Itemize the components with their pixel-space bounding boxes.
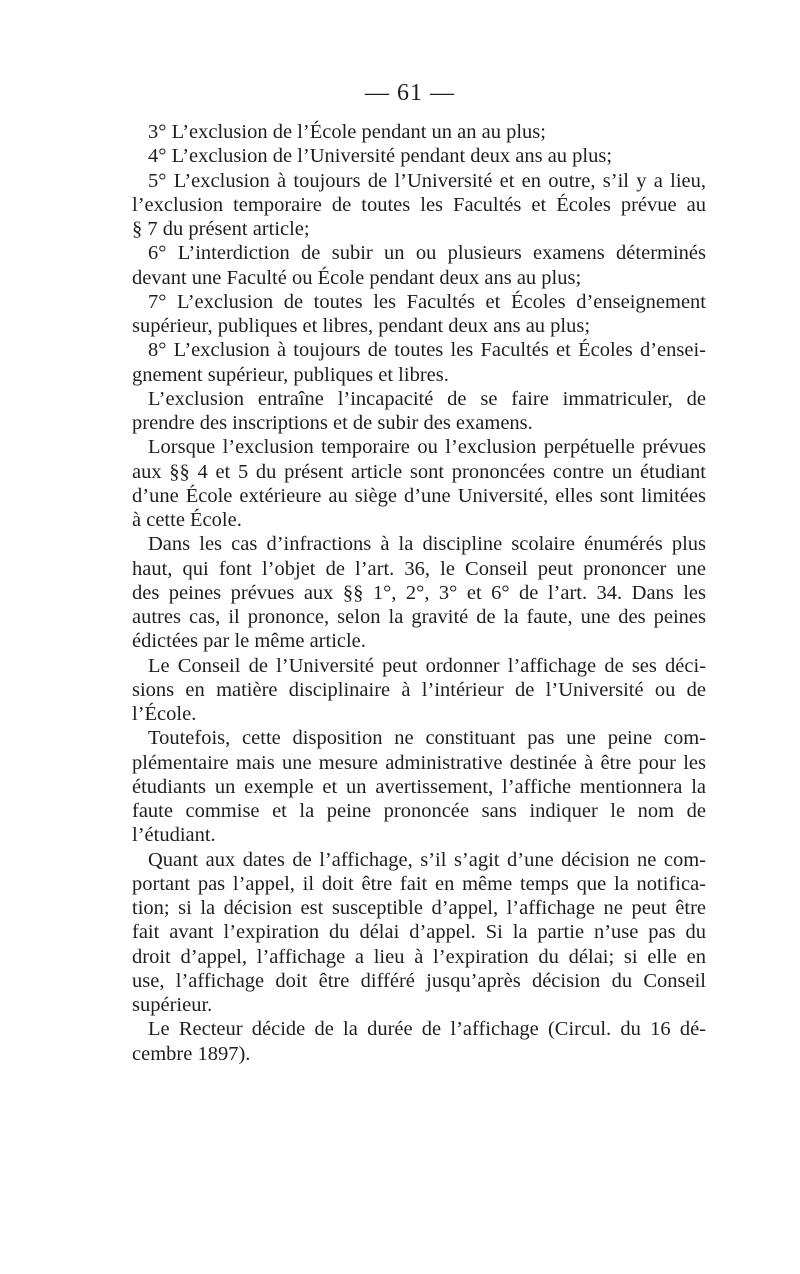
text-line: l’étudiant.	[132, 824, 216, 847]
text-line: 8° L’exclusion à toujours de toutes les Facultés et Écoles d’ensei-	[148, 339, 706, 362]
paragraph	[132, 169, 706, 242]
text-line: cembre 1897).	[132, 1042, 251, 1065]
text-line: Quant aux dates de l’affichage, s’il s’agit d’une décision ne com-	[148, 848, 706, 871]
paragraph	[132, 848, 706, 1018]
text-line: tion; si la décision est susceptible d’appel, l’affichage ne peut être	[132, 897, 706, 919]
text-line: à cette École.	[132, 509, 242, 531]
paragraph	[132, 338, 706, 387]
text-line: prendre des inscriptions et de subir des examens.	[132, 412, 533, 434]
text-line: fait avant l’expiration du délai d’appel. Si la partie n’use pas du	[132, 921, 706, 944]
page-number: — 61 —	[365, 80, 455, 106]
paragraph	[132, 120, 706, 144]
text-line: portant pas l’appel, il doit être fait en même temps que la notifica-	[132, 872, 706, 895]
text-line: supérieur.	[132, 994, 213, 1016]
text-line: Toutefois, cette disposition ne constituant pas une peine com-	[148, 727, 706, 750]
paragraph	[132, 144, 706, 168]
text-line: L’exclusion entraîne l’incapacité de se faire immatriculer, de	[148, 387, 706, 410]
text-line: étudiants un exemple et un avertissement, l’affiche mentionnera la	[132, 775, 706, 798]
text-line: autres cas, il prononce, selon la gravité de la faute, une des peines	[132, 606, 706, 628]
paragraph	[132, 654, 706, 727]
text-line: des peines prévues aux §§ 1°, 2°, 3° et 6° de l’art. 34. Dans les	[132, 581, 706, 604]
text-line: gnement supérieur, publiques et libres.	[132, 363, 449, 386]
paragraph	[132, 726, 706, 847]
paragraph	[132, 290, 706, 339]
paragraph	[132, 1017, 706, 1066]
text-line: 4° L’exclusion de l’Université pendant deux ans au plus;	[148, 145, 613, 168]
text-line: l’exclusion temporaire de toutes les Facultés et Écoles prévue au	[132, 193, 706, 216]
text-line: droit d’appel, l’affichage a lieu à l’expiration du délai; si elle en	[132, 945, 706, 968]
text-line: 7° L’exclusion de toutes les Facultés et Écoles d’enseignement	[148, 290, 706, 313]
text-line: haut, qui font l’objet de l’art. 36, le Conseil peut prononcer une	[132, 557, 706, 580]
paragraph	[132, 241, 706, 290]
text-line: aux §§ 4 et 5 du présent article sont prononcées contre un étudiant	[132, 460, 706, 483]
text-line: 6° L’interdiction de subir un ou plusieurs examens déterminés	[148, 242, 706, 265]
text-line: use, l’affichage doit être différé jusqu’après décision du Conseil	[132, 969, 706, 992]
text-line: Dans les cas d’infractions à la discipline scolaire énumérés plus	[148, 533, 706, 556]
text-line: § 7 du présent article;	[132, 218, 310, 240]
text-line: 3° L’exclusion de l’École pendant un an au plus;	[148, 121, 546, 143]
text-line: édictées par le même article.	[132, 630, 366, 653]
text-line: Lorsque l’exclusion temporaire ou l’exclusion perpétuelle prévues	[148, 436, 706, 459]
text-line: devant une Faculté ou École pendant deux ans au plus;	[132, 266, 582, 289]
text-line: faute commise et la peine prononcée sans indiquer le nom de	[132, 800, 706, 822]
text-line: l’École.	[132, 703, 197, 725]
text-line: supérieur, publiques et libres, pendant deux ans au plus;	[132, 315, 591, 337]
text-line: 5° L’exclusion à toujours de l’Université et en outre, s’il y a lieu,	[148, 169, 706, 192]
text-line: plémentaire mais une mesure administrative destinée à être pour les	[132, 751, 706, 774]
text-line: Le Conseil de l’Université peut ordonner l’affichage de ses déci-	[148, 654, 706, 677]
text-line: sions en matière disciplinaire à l’intérieur de l’Université ou de	[132, 678, 706, 701]
paragraph	[132, 387, 706, 436]
text-line: Le Recteur décide de la durée de l’affichage (Circul. du 16 dé-	[148, 1018, 706, 1041]
text-line: d’une École extérieure au siège d’une Université, elles sont limitées	[132, 484, 706, 507]
paragraph	[132, 532, 706, 653]
body-text	[132, 120, 706, 1066]
paragraph	[132, 435, 706, 532]
